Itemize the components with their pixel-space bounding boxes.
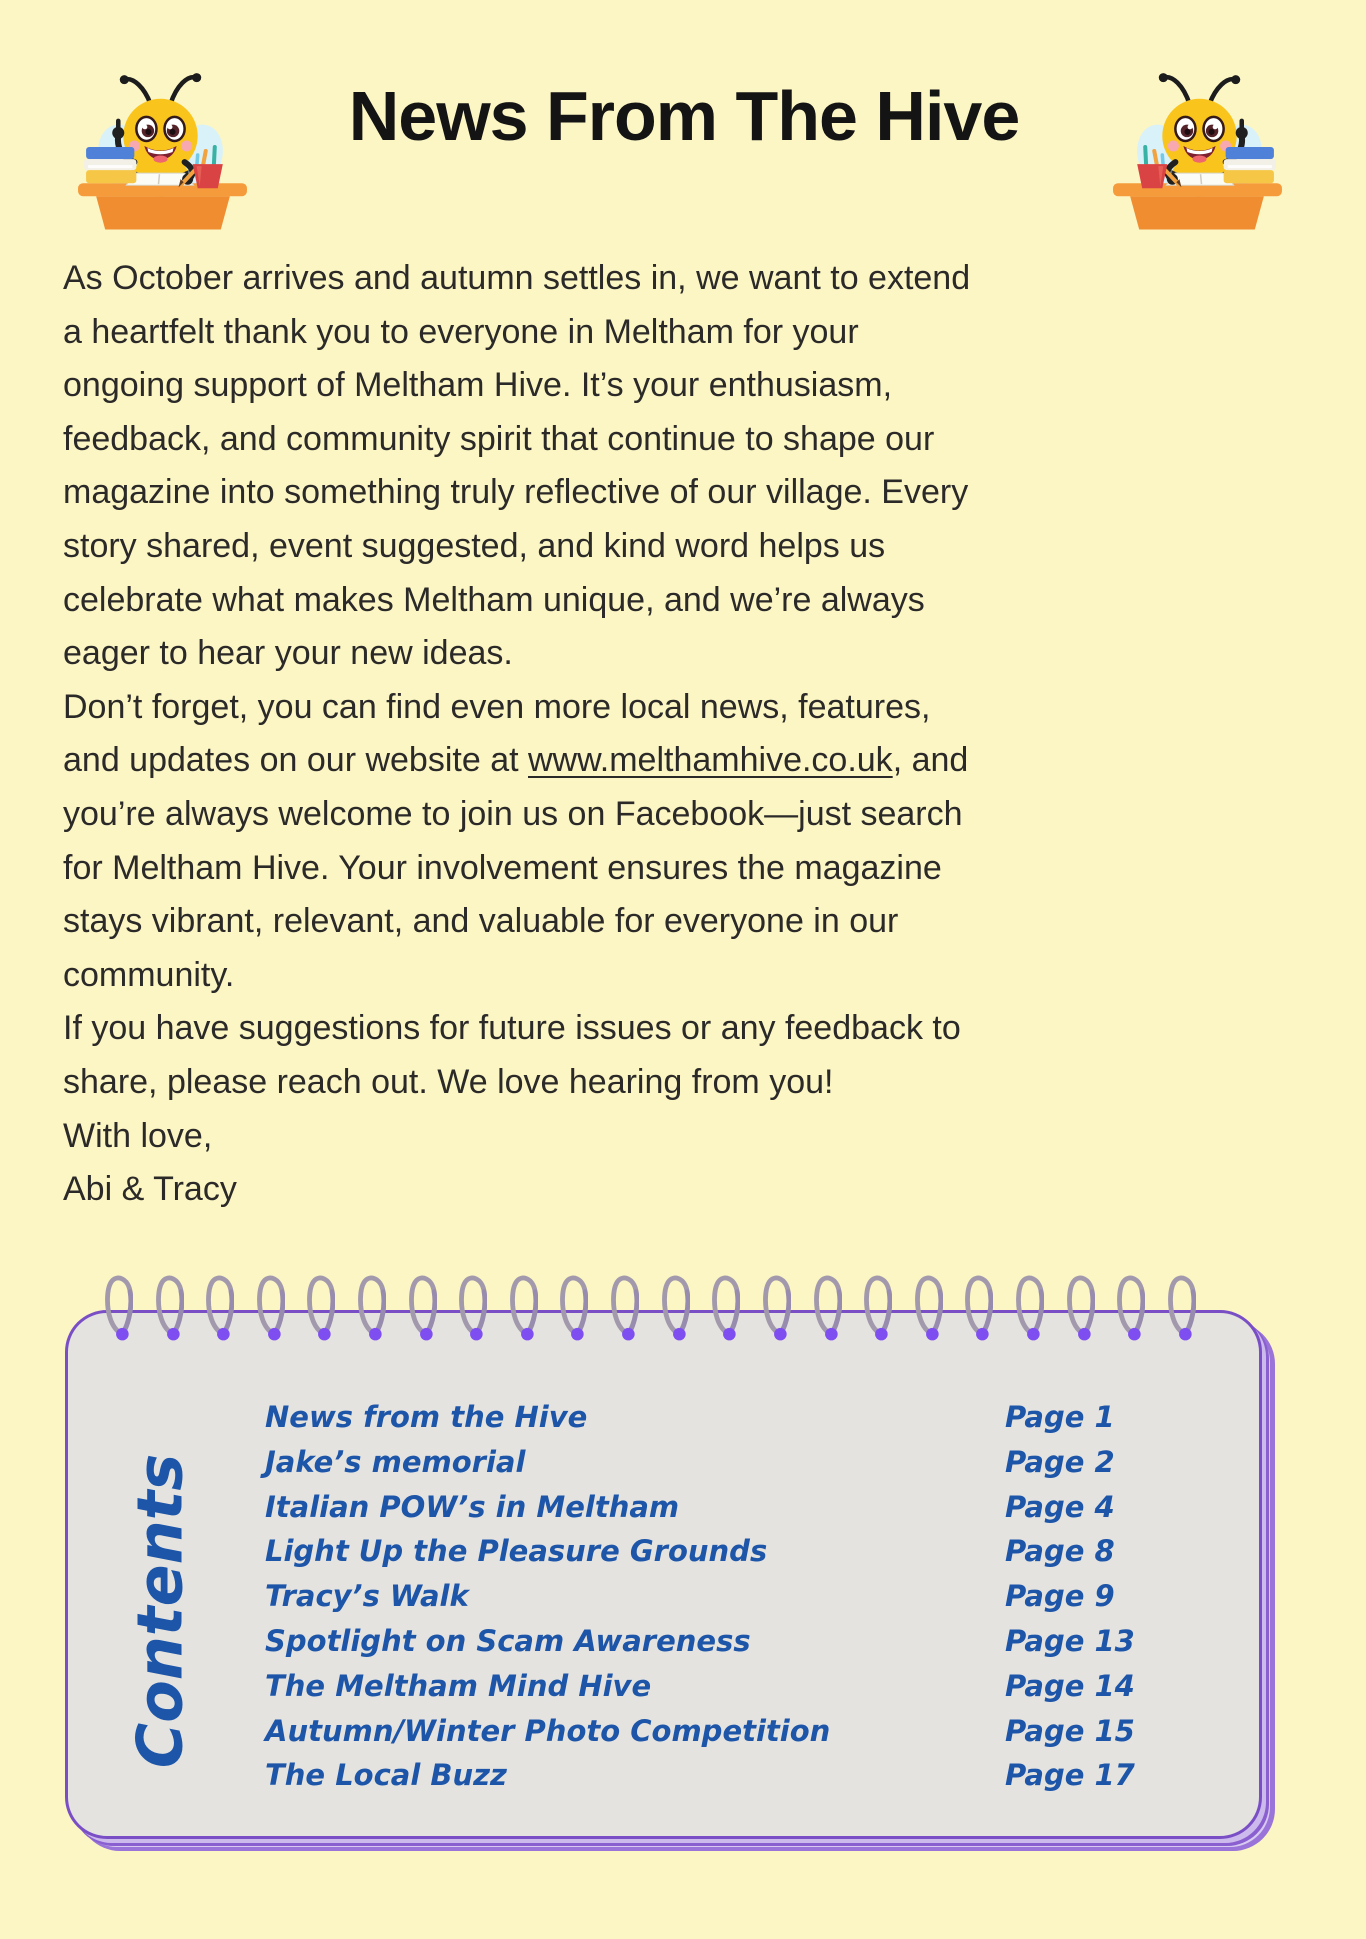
contents-item-title: Spotlight on Scam Awareness xyxy=(265,1623,751,1658)
contents-list xyxy=(265,1395,1205,1798)
body-text-line-with-link xyxy=(63,734,1331,788)
body-text-line: As October arrives and autumn settles in, we want to extend xyxy=(63,259,971,297)
contents-item-title: News from the Hive xyxy=(265,1400,588,1434)
contents-item-title: Jake’s memorial xyxy=(265,1444,526,1479)
spiral-ring-icon xyxy=(408,1272,437,1346)
signoff-line: Abi & Tracy xyxy=(63,1170,237,1209)
spiral-ring-icon xyxy=(509,1272,538,1346)
bee-at-desk-illustration-left xyxy=(70,57,256,235)
body-text-line: Don’t forget, you can find even more local news, features, xyxy=(63,687,931,726)
body-text-line: eager to hear your new ideas. xyxy=(63,634,513,673)
contents-item-page: Page 13 xyxy=(1005,1623,1135,1658)
spiral-ring-icon xyxy=(762,1272,791,1346)
contents-item-page: Page 4 xyxy=(1005,1489,1115,1524)
spiral-ring-icon xyxy=(863,1272,892,1346)
contents-item-page: Page 8 xyxy=(1005,1534,1115,1569)
spiral-ring-icon xyxy=(1116,1272,1145,1346)
body-text-line: share, please reach out. We love hearing from you! xyxy=(63,1062,834,1101)
body-text-line: for Meltham Hive. Your involvement ensures the magazine xyxy=(63,848,942,887)
body-text-line: you’re always welcome to join us on Facebook—just search xyxy=(63,794,963,833)
body-text-line: magazine into something truly reflective of our village. Every xyxy=(63,473,969,512)
spiral-ring-icon xyxy=(205,1272,234,1346)
spiral-ring-icon xyxy=(914,1272,943,1346)
intro-text xyxy=(63,252,1331,1217)
spiral-ring-icon xyxy=(306,1272,335,1346)
contents-item-title: Italian POW’s in Meltham xyxy=(265,1489,680,1524)
contents-item-title: Autumn/Winter Photo Competition xyxy=(265,1713,831,1748)
spiral-ring-icon xyxy=(711,1272,740,1346)
body-text-line: feedback, and community spirit that continue to shape our xyxy=(63,419,935,458)
contents-item-title: The Local Buzz xyxy=(265,1758,507,1793)
contents-item-page: Page 14 xyxy=(1005,1668,1135,1703)
body-text-line: ongoing support of Meltham Hive. It’s your enthusiasm, xyxy=(63,366,893,405)
body-text-line: celebrate what makes Meltham unique, and we’re always xyxy=(63,580,925,619)
spiral-ring-icon xyxy=(357,1272,386,1346)
spiral-binding xyxy=(104,1272,1196,1348)
spiral-ring-icon xyxy=(964,1272,993,1346)
spiral-ring-icon xyxy=(155,1272,184,1346)
contents-item-title: Tracy’s Walk xyxy=(265,1579,469,1614)
link-line-after: , and xyxy=(892,741,969,780)
body-text-line: a heartfelt thank you to everyone in Meltham for your xyxy=(63,312,859,351)
contents-item-page: Page 1 xyxy=(1005,1400,1115,1434)
contents-item-page: Page 17 xyxy=(1005,1758,1135,1793)
spiral-ring-icon xyxy=(256,1272,285,1346)
spiral-ring-icon xyxy=(1015,1272,1044,1346)
spiral-ring-icon xyxy=(1167,1272,1196,1346)
link-line-before: and updates on our website at xyxy=(63,741,528,780)
contents-label: Contents xyxy=(123,1453,197,1769)
contents-item-page: Page 9 xyxy=(1005,1579,1115,1614)
page-title: News From The Hive xyxy=(348,77,1020,155)
body-text-line: If you have suggestions for future issues or any feedback to xyxy=(63,1009,961,1048)
body-text-line: story shared, event suggested, and kind word helps us xyxy=(63,526,886,565)
spiral-ring-icon xyxy=(104,1272,133,1346)
spiral-ring-icon xyxy=(661,1272,690,1346)
contents-item-title: The Meltham Mind Hive xyxy=(265,1668,652,1703)
signoff-line: With love, xyxy=(63,1116,213,1155)
website-link[interactable]: www.melthamhive.co.uk xyxy=(528,741,893,780)
spiral-ring-icon xyxy=(559,1272,588,1346)
body-text-line: community. xyxy=(63,955,235,994)
spiral-ring-icon xyxy=(1066,1272,1095,1346)
contents-item-page: Page 15 xyxy=(1005,1713,1135,1748)
spiral-ring-icon xyxy=(813,1272,842,1346)
contents-item-page: Page 2 xyxy=(1005,1444,1115,1479)
contents-panel xyxy=(65,1310,1262,1839)
body-text-line: stays vibrant, relevant, and valuable for everyone in our xyxy=(63,902,899,941)
spiral-ring-icon xyxy=(458,1272,487,1346)
bee-at-desk-illustration-right xyxy=(1104,57,1290,235)
spiral-ring-icon xyxy=(610,1272,639,1346)
contents-item-title: Light Up the Pleasure Grounds xyxy=(265,1534,768,1569)
